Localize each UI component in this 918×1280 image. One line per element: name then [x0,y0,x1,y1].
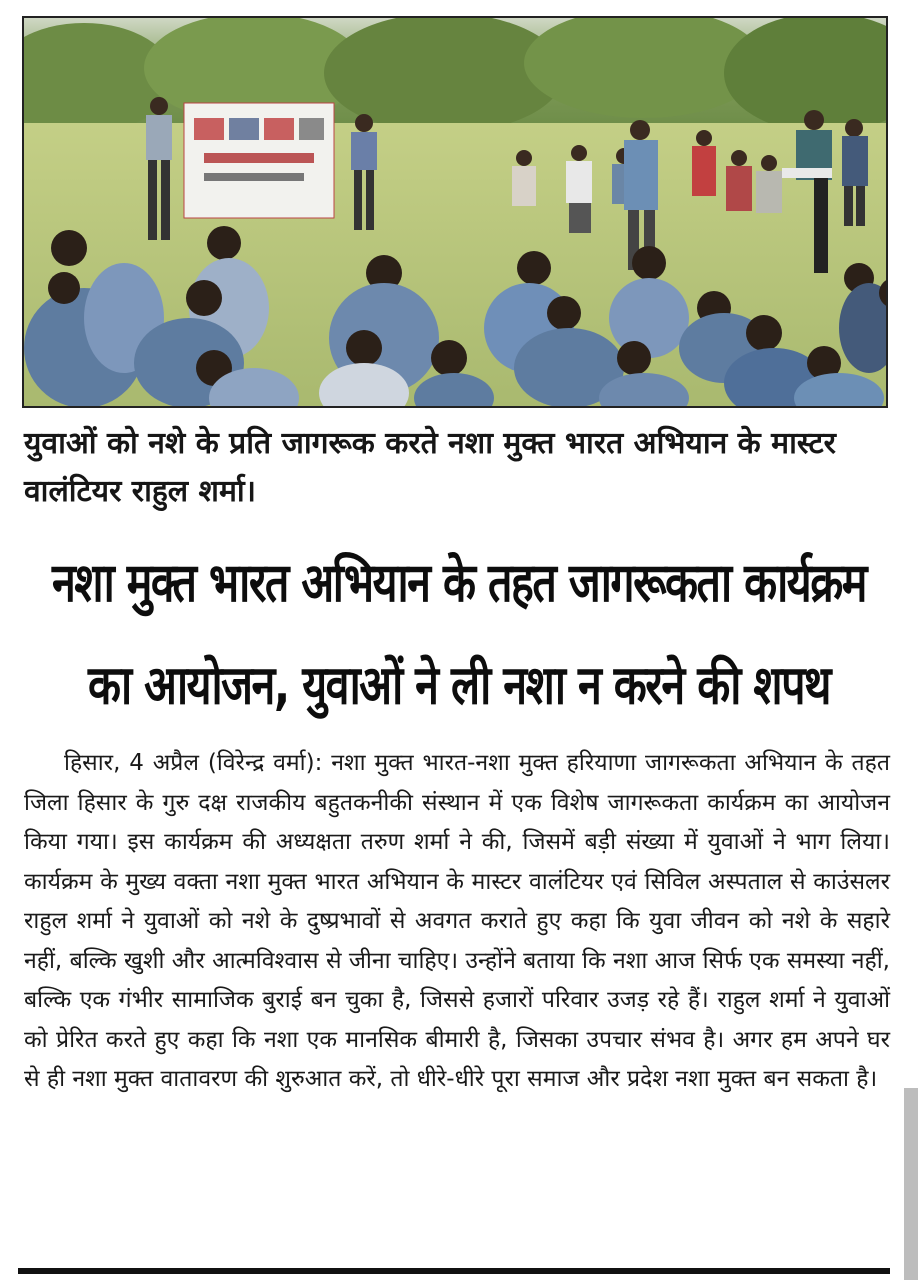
page-edge-shadow [904,1088,918,1280]
article-body: हिसार, 4 अप्रैल (विरेन्द्र वर्मा): नशा मुक्त भारत-नशा मुक्त हरियाणा जागरूकता अभियान के तहत जिला हिसार के गुरु दक्ष राजकीय बहुतकनीकी संस्थान में एक विशेष जागरूकता कार्यक्रम का आयोजन किया गया। इस कार्यक्रम की अध्यक्षता तरुण शर्मा ने की, जिसमें बड़ी संख्या में युवाओं ने भाग लिया। कार्यक्रम के मुख्य वक्ता नशा मुक्त भारत अभियान के मास्टर वालंटियर एवं सिविल अस्पताल से काउंसलर राहुल शर्मा ने युवाओं को नशे के दुष्प्रभावों से अवगत कराते हुए कहा कि युवा जीवन को नशे के सहारे नहीं, बल्कि खुशी और आत्मविश्वास से जीना चाहिए। उन्होंने बताया कि नशा आज सिर्फ एक समस्या नहीं, बल्कि एक गंभीर सामाजिक बुराई बन चुका है, जिससे हजारों परिवार उजड़ रहे हैं। राहुल शर्मा ने युवाओं को प्रेरित करते हुए कहा कि नशा एक मानसिक बीमारी है, जिसका उपचार संभव है। अगर हम अपने घर से ही नशा मुक्त वातावरण की शुरुआत करें, तो धीरे-धीरे पूरा समाज और प्रदेश नशा मुक्त बन सकता है। [24,750,890,1092]
headline-line-2: का आयोजन, युवाओं ने ली नशा न करने की शपथ [88,654,830,717]
event-photo-illustration [24,18,886,406]
photo-caption: युवाओं को नशे के प्रति जागरूक करते नशा मुक्त भारत अभियान के मास्टर वालंटियर राहुल शर्मा। [24,426,836,509]
headline-line-1: नशा मुक्त भारत अभियान के तहत जागरूकता कार्यक्रम [52,552,866,615]
bottom-rule [18,1268,890,1274]
news-photo [22,16,888,408]
headline [20,532,898,737]
awareness-banner [184,103,334,218]
